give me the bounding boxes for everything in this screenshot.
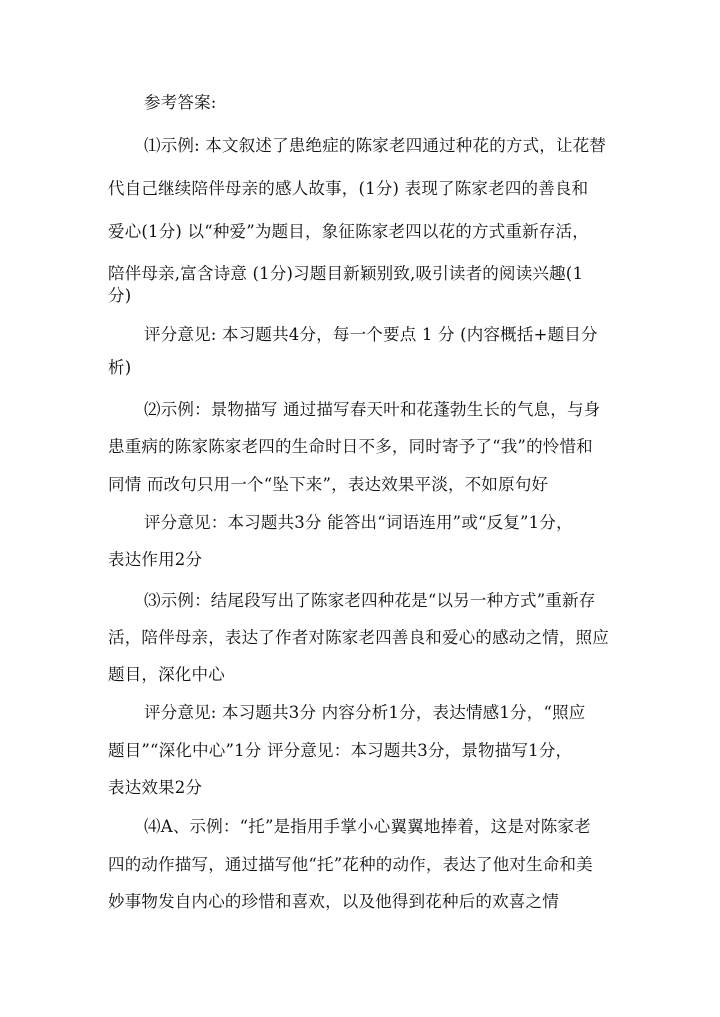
text-line: 评分意见: 本习题共4分，每一个要点 1 分 (内容概括+题目分 — [144, 325, 598, 344]
text-line: ⑵示例：景物描写 通过描写春天叶和花蓬勃生长的气息，与身 — [144, 400, 601, 419]
answer-heading: 参考答案: — [144, 93, 217, 112]
text-line: 代自己继续陪伴母亲的感人故事，(1分) 表现了陈家老四的善良和 — [108, 179, 589, 198]
text-line: ⑶示例：结尾段写出了陈家老四种花是“以另一种方式”重新存 — [144, 591, 596, 610]
text-line: 表达效果2分 — [108, 778, 203, 797]
text-line: 陪伴母亲,富含诗意 (1分)习题目新颖别致,吸引读者的阅读兴趣(1 — [108, 264, 584, 283]
text-line: 妙事物发自内心的珍惜和喜欢，以及他得到花种后的欢喜之情 — [108, 892, 559, 911]
text-line: 评分意见: 本习题共3分 内容分析1分，表达情感1分，“照应 — [144, 703, 586, 722]
text-line: 题目”“深化中心”1分 评分意见：本习题共3分，景物描写1分， — [108, 741, 573, 760]
text-line: 表达作用2分 — [108, 550, 203, 569]
text-line: 爱心(1分) 以“种爱”为题目，象征陈家老四以花的方式重新存活， — [108, 222, 589, 241]
text-line: ⑴示例: 本文叙述了患绝症的陈家老四通过种花的方式，让花替 — [144, 136, 607, 155]
text-line: 患重病的陈家陈家老四的生命时日不多，同时寄予了“我”的怜惜和 — [108, 437, 593, 456]
text-line: 题目，深化中心 — [108, 665, 225, 684]
text-line: 评分意见：本习题共3分 能答出“词语连用”或“反复”1分， — [144, 513, 573, 532]
text-line: 活，陪伴母亲，表达了作者对陈家老四善良和爱心的感动之情，照应 — [108, 628, 609, 647]
text-line: ⑷A、示例：“托”是指用手掌小心翼翼地捧着，这是对陈家老 — [144, 817, 591, 836]
text-line: 分) — [108, 286, 132, 305]
text-line: 四的动作描写，通过描写他“托”花种的动作，表达了他对生命和美 — [108, 855, 593, 874]
text-line: 析) — [108, 358, 132, 377]
text-line: 同情 而改句只用一个“坠下来”，表达效果平淡，不如原句好 — [108, 475, 549, 494]
